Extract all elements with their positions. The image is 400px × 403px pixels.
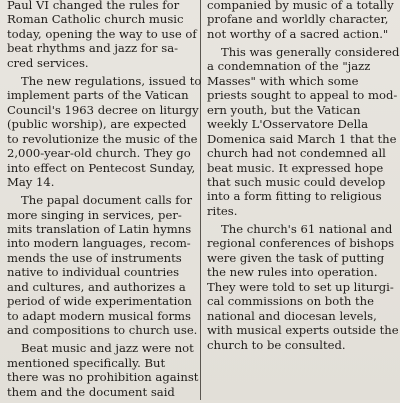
text-line: period of wide experimentation: [7, 294, 192, 309]
text-line: Beat music and jazz were not: [21, 341, 194, 356]
text-line: rites.: [207, 203, 238, 218]
text-line: to adapt modern musical forms: [7, 308, 191, 323]
text-line: This was generally considered: [221, 44, 400, 59]
paragraph: [207, 221, 399, 352]
text-line: implement parts of the Vatican: [7, 88, 189, 103]
text-line: that such music could develop: [207, 175, 386, 190]
paragraph: [207, 0, 393, 41]
paragraph: [207, 44, 400, 218]
paragraph: [7, 193, 198, 338]
text-line: mits translation of Latin hymns: [7, 221, 192, 236]
text-line: church to be consulted.: [207, 337, 346, 352]
text-line: were given the task of putting: [207, 250, 385, 265]
text-line: into a form fitting to religious: [207, 189, 382, 204]
text-line: profane and worldly character,: [207, 12, 389, 27]
text-line: The church's 61 national and: [221, 221, 393, 236]
column-divider: [200, 0, 201, 400]
text-line: May 14.: [7, 175, 55, 190]
left-column: [7, 0, 202, 403]
text-line: beat rhythms and jazz for sa-: [7, 41, 179, 56]
text-line: with musical experts outside the: [207, 323, 399, 338]
text-line: The new regulations, issued to: [21, 73, 202, 88]
paragraph: [7, 0, 195, 70]
text-line: and cultures, and authorizes a: [7, 279, 186, 294]
text-line: The papal document calls for: [21, 193, 193, 208]
text-line: mends the use of instruments: [7, 250, 182, 265]
text-line: They were told to set up liturgi-: [207, 279, 394, 294]
text-line: priests sought to appeal to mod-: [207, 88, 398, 103]
text-line: Masses" with which some: [207, 73, 359, 88]
text-line: more singing in services, per-: [7, 207, 182, 222]
text-line: beat music. It expressed hope: [207, 160, 384, 175]
text-line: into effect on Pentecost Sunday,: [7, 160, 196, 175]
text-line: Council's 1963 decree on liturgy: [7, 102, 199, 117]
paragraph: [7, 341, 199, 399]
text-line: cal commissions on both the: [207, 294, 374, 309]
text-line: mentioned specifically. But: [7, 355, 166, 370]
text-line: ern youth, but the Vatican: [207, 102, 361, 117]
text-line: today, opening the way to use of: [7, 26, 197, 41]
text-line: native to individual countries: [7, 265, 180, 280]
text-line: cred services.: [7, 55, 89, 70]
text-line: 2,000-year-old church. They go: [7, 146, 191, 161]
text-line: companied by music of a totally: [207, 0, 394, 12]
paragraph: [7, 73, 202, 190]
text-line: regional conferences of bishops: [207, 236, 395, 251]
text-line: them and the document said: [7, 384, 175, 399]
text-line: Roman Catholic church music: [7, 12, 184, 27]
text-line: to revolutionize the music of the: [7, 131, 198, 146]
text-line: (public worship), are expected: [7, 117, 187, 132]
text-line: a condemnation of the "jazz: [207, 59, 371, 74]
text-line: and compositions to church use.: [7, 323, 198, 338]
text-line: Domenica said March 1 that the: [207, 131, 397, 146]
text-line: weekly L'Osservatore Della: [207, 117, 368, 132]
text-line: Paul VI changed the rules for: [7, 0, 180, 12]
text-line: not worthy of a sacred action.": [207, 26, 389, 41]
text-line: church had not condemned all: [207, 146, 386, 161]
text-line: national and diocesan levels,: [207, 308, 377, 323]
text-line: the new rules into operation.: [207, 265, 378, 280]
right-column: [207, 0, 400, 356]
text-line: there was no prohibition against: [7, 370, 199, 385]
text-line: into modern languages, recom-: [7, 236, 191, 251]
